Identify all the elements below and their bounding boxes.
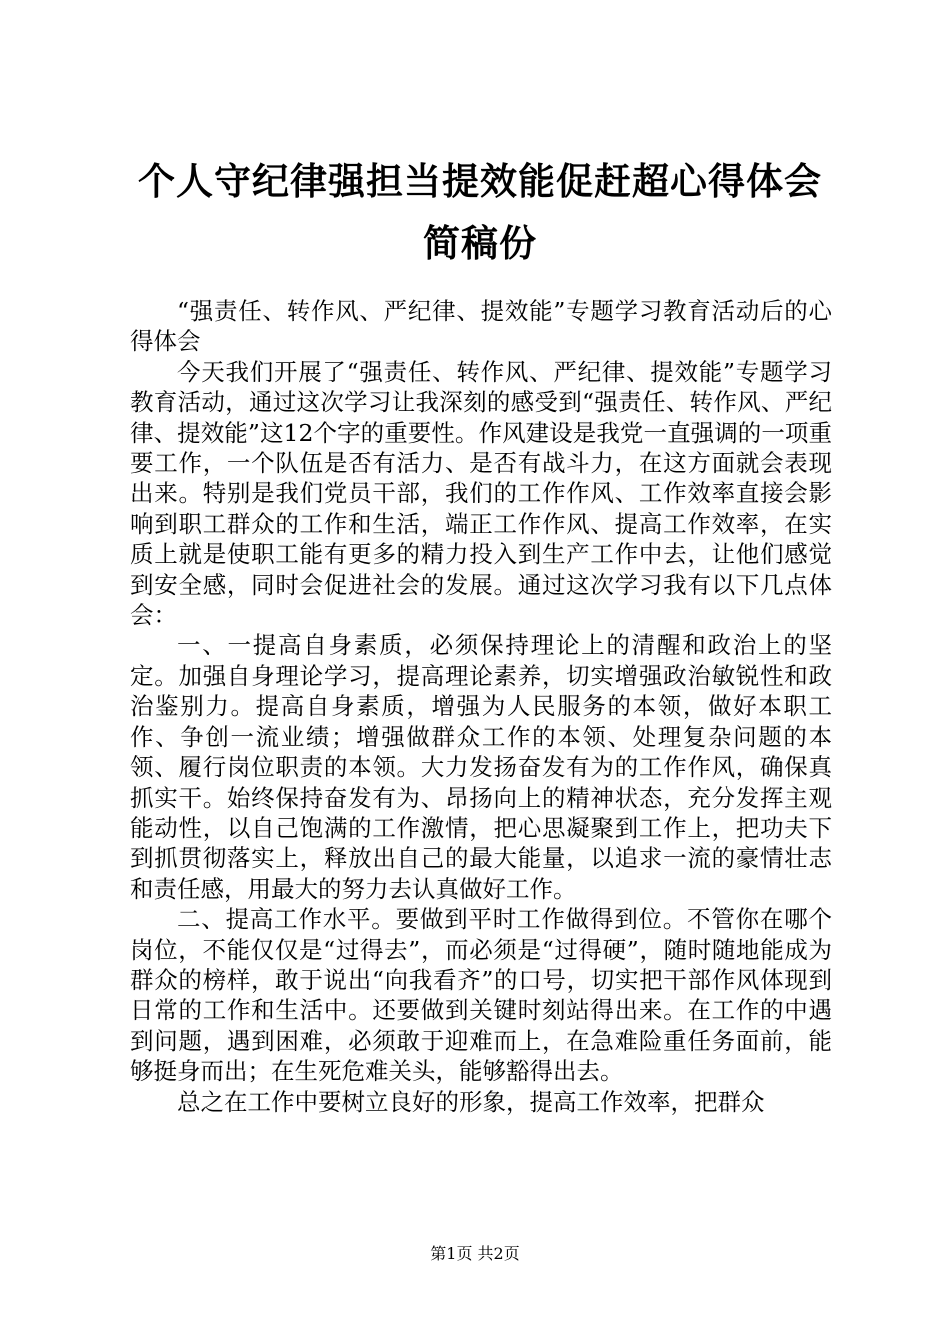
paragraph-intro: 今天我们开展了“强责任、转作风、严纪律、提效能”专题学习教育活动，通过这次学习让我深刻的感受到“强责任、转作风、严纪律、提效能”这12个字的重要性。作风建设是我党一直强调的一项重要工作，一个队伍是否有活力、是否有战斗力，在这方面就会表现出来。特别是我们党员干部，我们的工作作风、工作效率直接会影响到职工群众的工作和生活，端正工作作风、提高工作效率，在实质上就是使职工能有更多的精力投入到生产工作中去，让他们感觉到安全感，同时会促进社会的发展。通过这次学习我有以下几点体会： <box>130 357 832 630</box>
paragraph-point-one: 一、一提高自身素质，必须保持理论上的清醒和政治上的坚定。加强自身理论学习，提高理论素养，切实增强政治敏锐性和政治鉴别力。提高自身素质，增强为人民服务的本领，做好本职工作、争创一流业绩；增强做群众工作的本领、处理复杂问题的本领、履行岗位职责的本领。大力发扬奋发有为的工作作风，确保真抓实干。始终保持奋发有为、昂扬向上的精神状态，充分发挥主观能动性，以自己饱满的工作激情，把心思凝聚到工作上，把功夫下到抓贯彻落实上，释放出自己的最大能量，以追求一流的豪情壮志和责任感，用最大的努力去认真做好工作。 <box>130 631 832 903</box>
document-title: 个人守纪律强担当提效能促赶超心得体会简稿份 <box>138 159 822 265</box>
paragraph-summary: 总之在工作中要树立良好的形象，提高工作效率，把群众 <box>177 1087 765 1116</box>
paragraph-subtitle: “强责任、转作风、严纪律、提效能”专题学习教育活动后的心得体会 <box>130 297 832 356</box>
page-number-footer: 第1页 共2页 <box>430 1244 520 1263</box>
document-body <box>130 296 832 1117</box>
paragraph-point-two: 二、提高工作水平。要做到平时工作做得到位。不管你在哪个岗位，不能仅仅是“过得去”，而必须是“过得硬”，随时随地能成为群众的榜样，敢于说出“向我看齐”的口号，切实把干部作风体现到日常的工作和生活中。还要做到关键时刻站得出来。在工作的中遇到问题，遇到困难，必须敢于迎难而上，在急难险重任务面前，能够挺身而出；在生死危难关头，能够豁得出去。 <box>130 905 832 1086</box>
